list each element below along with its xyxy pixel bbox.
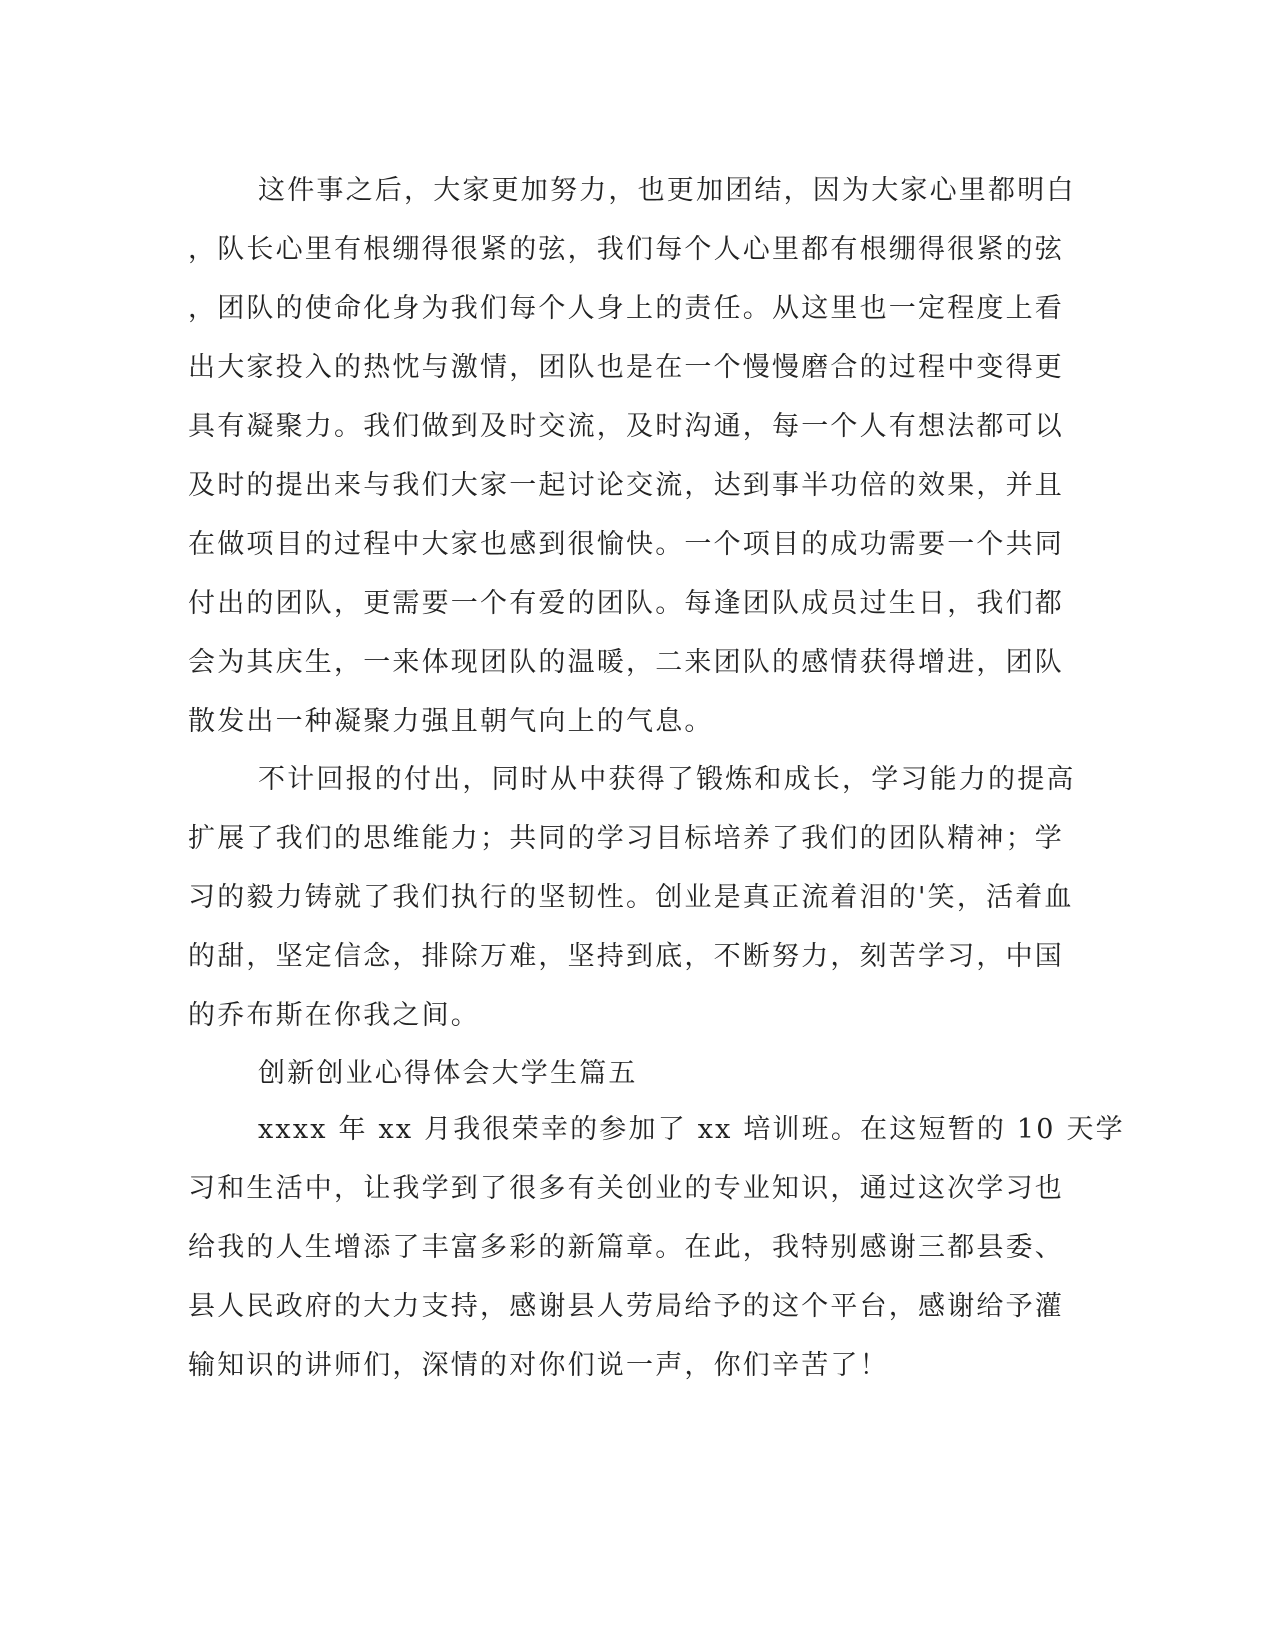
section-heading	[188, 1044, 1068, 1103]
paragraph-line: 的甜，坚定信念，排除万难，坚持到底，不断努力，刻苦学习，中国	[188, 941, 1064, 972]
paragraph-line: 习的毅力铸就了我们执行的坚韧性。创业是真正流着泪的'笑，活着血	[188, 882, 1074, 913]
paragraph-line: 的乔布斯在你我之间。	[188, 1000, 480, 1031]
paragraph-line: 给我的人生增添了丰富多彩的新篇章。在此，我特别感谢三都县委、	[188, 1232, 1064, 1263]
paragraph-teamwork	[188, 161, 1076, 751]
paragraph-line: 散发出一种凝聚力强且朝气向上的气息。	[188, 706, 714, 737]
section-heading-text: 创新创业心得体会大学生篇五	[258, 1058, 638, 1089]
paragraph-line: 付出的团队，更需要一个有爱的团队。每逢团队成员过生日，我们都	[188, 588, 1064, 619]
paragraph-line: 会为其庆生，一来体现团队的温暖，二来团队的感情获得增进，团队	[188, 647, 1064, 678]
paragraph-line: 出大家投入的热忱与激情，团队也是在一个慢慢磨合的过程中变得更	[188, 352, 1064, 383]
paragraph-line: 这件事之后，大家更加努力，也更加团结，因为大家心里都明白	[258, 175, 1076, 206]
paragraph-line: ，队长心里有根绷得很紧的弦，我们每个人心里都有根绷得很紧的弦	[188, 234, 1064, 265]
paragraph-line: 扩展了我们的思维能力；共同的学习目标培养了我们的团队精神；学	[188, 823, 1064, 854]
paragraph-line: xxxx 年 xx 月我很荣幸的参加了 xx 培训班。在这短暂的 10 天学	[258, 1114, 1125, 1145]
paragraph-line: 及时的提出来与我们大家一起讨论交流，达到事半功倍的效果，并且	[188, 470, 1064, 501]
paragraph-line: 输知识的讲师们，深情的对你们说一声，你们辛苦了！	[188, 1350, 889, 1381]
paragraph-line: 具有凝聚力。我们做到及时交流，及时沟通，每一个人有想法都可以	[188, 411, 1064, 442]
paragraph-line: 县人民政府的大力支持，感谢县人劳局给予的这个平台，感谢给予灌	[188, 1291, 1064, 1322]
paragraph-training	[188, 1100, 1125, 1395]
paragraph-growth	[188, 750, 1076, 1045]
paragraph-line: 习和生活中，让我学到了很多有关创业的专业知识，通过这次学习也	[188, 1173, 1064, 1204]
paragraph-line: ，团队的使命化身为我们每个人身上的责任。从这里也一定程度上看	[188, 293, 1064, 324]
paragraph-line: 不计回报的付出，同时从中获得了锻炼和成长，学习能力的提高	[258, 764, 1076, 795]
paragraph-line: 在做项目的过程中大家也感到很愉快。一个项目的成功需要一个共同	[188, 529, 1064, 560]
